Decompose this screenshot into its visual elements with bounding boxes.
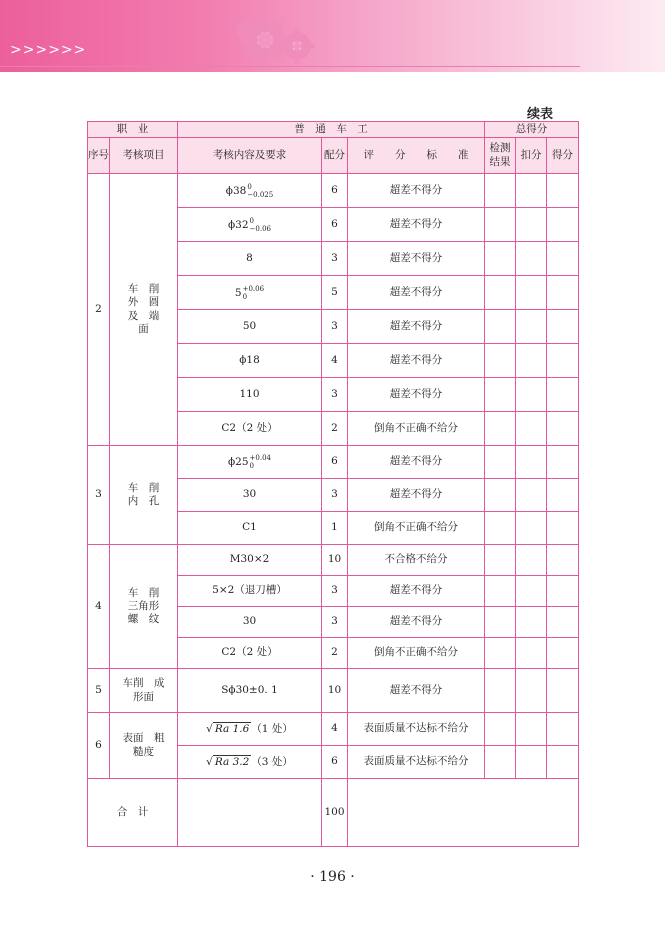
col-score: 得分 — [547, 138, 579, 174]
table-row — [88, 446, 579, 479]
row-item: 车 削 三角形 螺 纹 — [110, 545, 178, 669]
roughness-value: Ra 3.2 — [214, 755, 250, 768]
row-content — [178, 545, 322, 576]
roughness-count: （1 处） — [251, 722, 293, 735]
dimension-value: Sϕ30±0. 1 — [221, 683, 278, 696]
row-criteria: 倒角不正确不给分 — [348, 638, 485, 669]
tolerance — [247, 183, 273, 199]
row-criteria: 超差不得分 — [348, 669, 485, 713]
row-points: 3 — [322, 479, 348, 512]
continued-label: 续表 — [526, 107, 553, 122]
row-score — [547, 669, 579, 713]
row-score — [547, 344, 579, 378]
row-deduct — [516, 242, 547, 276]
row-result — [485, 545, 516, 576]
row-result — [485, 607, 516, 638]
table-row — [88, 545, 579, 576]
row-item: 车削 成形面 — [110, 669, 178, 713]
row-seq: 2 — [88, 174, 110, 446]
row-content — [178, 446, 322, 479]
row-content: √ Ra 1.6 （1 处） — [178, 713, 322, 746]
row-content — [178, 412, 322, 446]
row-deduct — [516, 669, 547, 713]
occupation-value: 普 通 车 工 — [178, 122, 485, 138]
dimension-value: C2（2 处） — [221, 646, 278, 659]
row-criteria: 超差不得分 — [348, 276, 485, 310]
row-deduct — [516, 208, 547, 242]
dimension-value: ϕ25 — [228, 456, 249, 468]
row-seq: 3 — [88, 446, 110, 545]
tolerance-lower: 0 — [242, 292, 248, 301]
col-criteria: 评 分 标 准 — [348, 138, 485, 174]
row-deduct — [516, 576, 547, 607]
row-content: √ Ra 3.2 （3 处） — [178, 746, 322, 779]
total-remainder — [348, 779, 579, 847]
row-seq: 6 — [88, 713, 110, 779]
total-label: 合 计 — [88, 779, 178, 847]
dimension-value: M30×2 — [229, 553, 270, 566]
row-criteria: 超差不得分 — [348, 576, 485, 607]
total-row — [88, 779, 579, 847]
row-result — [485, 638, 516, 669]
row-result — [485, 310, 516, 344]
dimension-value: ϕ18 — [239, 353, 260, 366]
row-deduct — [516, 378, 547, 412]
table-row — [88, 174, 579, 208]
row-points: 4 — [322, 344, 348, 378]
row-content — [178, 669, 322, 713]
tolerance — [250, 217, 271, 233]
dimension-value: ϕ32 — [228, 218, 249, 231]
row-content — [178, 512, 322, 545]
row-result — [485, 412, 516, 446]
row-item: 表面 粗糙度 — [110, 713, 178, 779]
row-points: 6 — [322, 746, 348, 779]
row-result — [485, 713, 516, 746]
row-deduct — [516, 310, 547, 344]
col-content: 考核内容及要求 — [178, 138, 322, 174]
dimension-value: 110 — [239, 387, 260, 400]
row-points: 1 — [322, 512, 348, 545]
row-content — [178, 310, 322, 344]
row-points: 3 — [322, 378, 348, 412]
col-item: 考核项目 — [110, 138, 178, 174]
row-score — [547, 310, 579, 344]
tolerance-upper: +0.06 — [242, 284, 265, 293]
row-criteria: 超差不得分 — [348, 174, 485, 208]
total-score-label: 总得分 — [485, 122, 579, 138]
row-content — [178, 276, 322, 310]
row-result — [485, 479, 516, 512]
row-score — [547, 607, 579, 638]
row-deduct — [516, 446, 547, 479]
row-content — [178, 479, 322, 512]
row-criteria: 表面质量不达标不给分 — [348, 713, 485, 746]
row-result — [485, 276, 516, 310]
col-seq: 序号 — [88, 138, 110, 174]
row-criteria: 超差不得分 — [348, 607, 485, 638]
occupation-label: 职 业 — [88, 122, 178, 138]
row-score — [547, 208, 579, 242]
row-points: 4 — [322, 713, 348, 746]
dimension-value: 30 — [242, 615, 257, 628]
row-score — [547, 512, 579, 545]
tolerance-lower: 0 — [249, 462, 254, 470]
col-deduct: 扣分 — [516, 138, 547, 174]
row-deduct — [516, 713, 547, 746]
row-score — [547, 545, 579, 576]
row-content — [178, 576, 322, 607]
row-deduct — [516, 638, 547, 669]
row-score — [547, 378, 579, 412]
row-score — [547, 276, 579, 310]
row-item: 车 削 内 孔 — [110, 446, 178, 545]
row-result — [485, 378, 516, 412]
total-content — [178, 779, 322, 847]
row-result — [485, 174, 516, 208]
row-points: 3 — [322, 576, 348, 607]
dimension-value: C1 — [242, 521, 257, 534]
dimension-value: 8 — [246, 251, 253, 264]
row-criteria: 超差不得分 — [348, 446, 485, 479]
row-points: 2 — [322, 638, 348, 669]
page-number: · 196 · — [310, 869, 355, 885]
row-score — [547, 713, 579, 746]
row-content — [178, 607, 322, 638]
row-result — [485, 512, 516, 545]
score-table — [87, 121, 579, 847]
gears-icon — [225, 8, 335, 72]
row-criteria: 倒角不正确不给分 — [348, 512, 485, 545]
row-criteria: 超差不得分 — [348, 479, 485, 512]
header-rule — [0, 66, 580, 67]
tolerance-upper: 0 — [247, 182, 252, 191]
row-result — [485, 446, 516, 479]
row-points: 6 — [322, 174, 348, 208]
row-deduct — [516, 344, 547, 378]
row-content — [178, 344, 322, 378]
row-points: 3 — [322, 310, 348, 344]
row-points: 2 — [322, 412, 348, 446]
tolerance — [250, 454, 271, 470]
col-result: 检测结果 — [485, 138, 516, 174]
dimension-value: C2（2 处） — [221, 421, 278, 434]
row-criteria: 超差不得分 — [348, 310, 485, 344]
roughness-value: Ra 1.6 — [214, 722, 250, 735]
total-points: 100 — [322, 779, 348, 847]
row-points: 10 — [322, 669, 348, 713]
row-result — [485, 669, 516, 713]
dimension-value: 5×2（退刀槽） — [212, 584, 287, 597]
row-deduct — [516, 607, 547, 638]
table-row — [88, 669, 579, 713]
row-deduct — [516, 412, 547, 446]
row-deduct — [516, 479, 547, 512]
header-banner — [0, 0, 665, 72]
row-score — [547, 746, 579, 779]
table-row — [88, 713, 579, 746]
dimension-value: 5 — [234, 286, 242, 299]
row-score — [547, 446, 579, 479]
row-result — [485, 208, 516, 242]
dimension-value: 50 — [242, 319, 257, 332]
row-score — [547, 638, 579, 669]
row-result — [485, 242, 516, 276]
row-criteria: 超差不得分 — [348, 242, 485, 276]
tolerance-upper: 0 — [249, 216, 254, 225]
row-seq: 4 — [88, 545, 110, 669]
row-deduct — [516, 746, 547, 779]
roughness-count: （3 处） — [251, 755, 293, 768]
row-score — [547, 576, 579, 607]
arrow-decoration: >>>>>> — [10, 42, 87, 58]
row-deduct — [516, 545, 547, 576]
row-seq: 5 — [88, 669, 110, 713]
dimension-value: ϕ38 — [225, 184, 247, 197]
row-score — [547, 242, 579, 276]
row-item: 车 削 外 圆 及 端 面 — [110, 174, 178, 446]
row-criteria: 超差不得分 — [348, 208, 485, 242]
row-criteria: 倒角不正确不给分 — [348, 412, 485, 446]
row-points: 6 — [322, 446, 348, 479]
row-points: 10 — [322, 545, 348, 576]
col-points: 配分 — [322, 138, 348, 174]
row-points: 6 — [322, 208, 348, 242]
row-points: 5 — [322, 276, 348, 310]
row-content — [178, 208, 322, 242]
row-points: 3 — [322, 607, 348, 638]
row-criteria: 超差不得分 — [348, 344, 485, 378]
row-content — [178, 638, 322, 669]
row-content — [178, 378, 322, 412]
tolerance-upper: +0.04 — [249, 454, 271, 462]
row-deduct — [516, 276, 547, 310]
row-content — [178, 174, 322, 208]
row-points: 3 — [322, 242, 348, 276]
row-deduct — [516, 174, 547, 208]
tolerance-lower: −0.025 — [247, 190, 274, 199]
row-score — [547, 479, 579, 512]
row-criteria: 不合格不给分 — [348, 545, 485, 576]
row-deduct — [516, 512, 547, 545]
row-content — [178, 242, 322, 276]
dimension-value: 30 — [242, 488, 257, 501]
row-criteria: 超差不得分 — [348, 378, 485, 412]
row-result — [485, 746, 516, 779]
row-result — [485, 576, 516, 607]
row-criteria: 表面质量不达标不给分 — [348, 746, 485, 779]
tolerance-lower: −0.06 — [249, 224, 271, 233]
row-result — [485, 344, 516, 378]
row-score — [547, 412, 579, 446]
row-score — [547, 174, 579, 208]
tolerance — [243, 285, 264, 301]
